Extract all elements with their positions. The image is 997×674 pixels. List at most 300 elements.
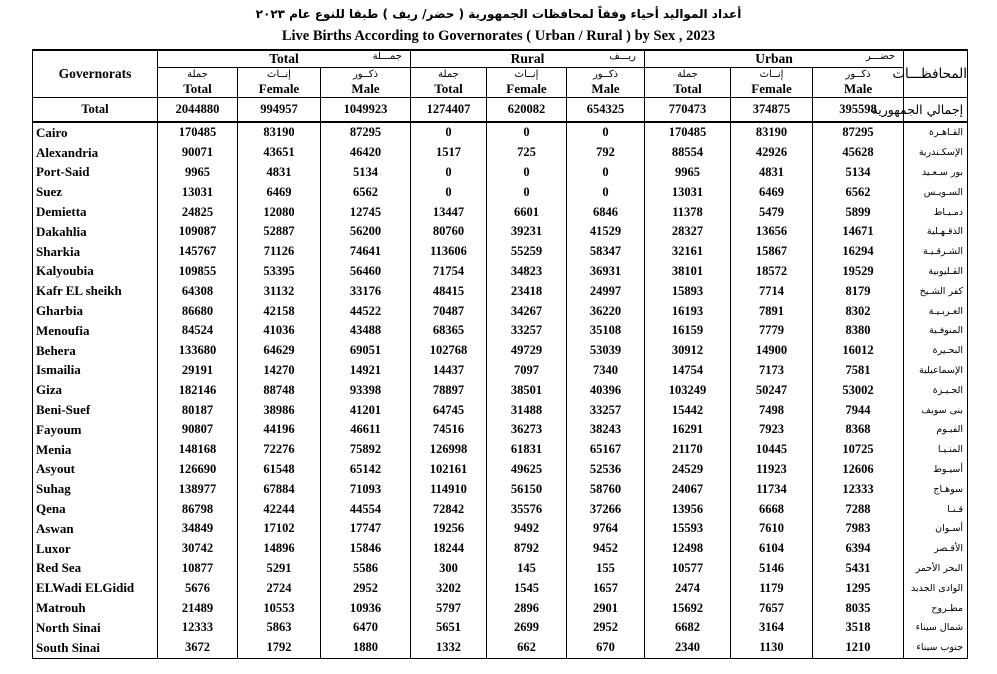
value-cell: 6470 <box>321 618 411 638</box>
governorate-name: Giza <box>33 380 158 400</box>
value-cell: 38101 <box>645 262 731 282</box>
value-cell: 17747 <box>321 519 411 539</box>
value-cell: 725 <box>487 143 567 163</box>
live-births-table <box>32 49 968 659</box>
table-row <box>33 321 968 341</box>
governorate-name-ar: بور سـعـيد <box>904 163 968 183</box>
value-cell: 9452 <box>567 539 645 559</box>
table-row <box>33 163 968 183</box>
value-cell: 15893 <box>645 281 731 301</box>
value-cell: 74641 <box>321 242 411 262</box>
value-cell: 2901 <box>567 598 645 618</box>
value-cell: 90071 <box>158 143 238 163</box>
value-cell: 6846 <box>567 202 645 222</box>
table-row <box>33 361 968 381</box>
value-cell: 7983 <box>813 519 904 539</box>
value-cell: 126690 <box>158 460 238 480</box>
value-cell: 16159 <box>645 321 731 341</box>
value-cell: 170485 <box>158 122 238 143</box>
value-cell: 16291 <box>645 420 731 440</box>
value-cell: 19256 <box>411 519 487 539</box>
value-cell: 1880 <box>321 638 411 658</box>
value-cell: 7173 <box>731 361 813 381</box>
value-cell: 0 <box>411 122 487 143</box>
value-cell: 83190 <box>731 122 813 143</box>
value-cell: 3518 <box>813 618 904 638</box>
value-cell: 87295 <box>813 122 904 143</box>
value-cell: 7340 <box>567 361 645 381</box>
value-cell: 8179 <box>813 281 904 301</box>
value-cell: 12606 <box>813 460 904 480</box>
table-row <box>33 301 968 321</box>
value-cell: 5651 <box>411 618 487 638</box>
value-cell: 13956 <box>645 499 731 519</box>
value-cell: 2896 <box>487 598 567 618</box>
table-row <box>33 519 968 539</box>
value-cell: 6562 <box>321 182 411 202</box>
sub-ar-female: إنــاث <box>487 68 567 82</box>
governorate-name: Ismailia <box>33 361 158 381</box>
value-cell: 102768 <box>411 341 487 361</box>
value-cell: 15867 <box>731 242 813 262</box>
value-cell: 0 <box>567 163 645 183</box>
total-cell: 395598 <box>813 98 904 123</box>
value-cell: 12080 <box>238 202 321 222</box>
value-cell: 102161 <box>411 460 487 480</box>
total-cell: 2044880 <box>158 98 238 123</box>
value-cell: 19529 <box>813 262 904 282</box>
value-cell: 1545 <box>487 578 567 598</box>
value-cell: 33257 <box>487 321 567 341</box>
value-cell: 36931 <box>567 262 645 282</box>
table-row <box>33 539 968 559</box>
value-cell: 36220 <box>567 301 645 321</box>
total-cell: 1274407 <box>411 98 487 123</box>
governorate-name-ar: الوادى الجديد <box>904 578 968 598</box>
value-cell: 5134 <box>813 163 904 183</box>
value-cell: 33176 <box>321 281 411 301</box>
value-cell: 48415 <box>411 281 487 301</box>
governorate-name-ar: سوهـاج <box>904 479 968 499</box>
sub-en-total: Total <box>158 81 238 98</box>
value-cell: 38986 <box>238 400 321 420</box>
value-cell: 70487 <box>411 301 487 321</box>
value-cell: 8368 <box>813 420 904 440</box>
value-cell: 2474 <box>645 578 731 598</box>
governorate-name: Menoufia <box>33 321 158 341</box>
value-cell: 10936 <box>321 598 411 618</box>
value-cell: 8035 <box>813 598 904 618</box>
governorate-name: Kafr EL sheikh <box>33 281 158 301</box>
value-cell: 145 <box>487 559 567 579</box>
value-cell: 9965 <box>645 163 731 183</box>
value-cell: 28327 <box>645 222 731 242</box>
value-cell: 2952 <box>321 578 411 598</box>
governorate-name: Matrouh <box>33 598 158 618</box>
governorate-name-ar: قـنـا <box>904 499 968 519</box>
value-cell: 38243 <box>567 420 645 440</box>
value-cell: 24067 <box>645 479 731 499</box>
value-cell: 0 <box>567 122 645 143</box>
value-cell: 10877 <box>158 559 238 579</box>
value-cell: 109855 <box>158 262 238 282</box>
value-cell: 69051 <box>321 341 411 361</box>
value-cell: 126998 <box>411 440 487 460</box>
governorate-name-ar: الدقـهـلية <box>904 222 968 242</box>
value-cell: 42926 <box>731 143 813 163</box>
value-cell: 16012 <box>813 341 904 361</box>
value-cell: 6394 <box>813 539 904 559</box>
table-row <box>33 618 968 638</box>
value-cell: 35108 <box>567 321 645 341</box>
sub-en-male: Male <box>813 81 904 98</box>
table-row <box>33 598 968 618</box>
governorate-name: Cairo <box>33 122 158 143</box>
total-cell: 620082 <box>487 98 567 123</box>
sub-en-female: Female <box>731 81 813 98</box>
value-cell: 15593 <box>645 519 731 539</box>
value-cell: 65142 <box>321 460 411 480</box>
value-cell: 145767 <box>158 242 238 262</box>
group-urban-header <box>645 50 904 68</box>
value-cell: 84524 <box>158 321 238 341</box>
sub-en-male: Male <box>321 81 411 98</box>
sub-ar-total: جملة <box>158 68 238 82</box>
governorate-name-ar: شمال سيناء <box>904 618 968 638</box>
governorate-name-ar: مطـروح <box>904 598 968 618</box>
value-cell: 138977 <box>158 479 238 499</box>
governorate-name-ar: الإسماعيلية <box>904 361 968 381</box>
governorate-name-ar: أسيـوط <box>904 460 968 480</box>
value-cell: 38501 <box>487 380 567 400</box>
value-cell: 86680 <box>158 301 238 321</box>
value-cell: 1179 <box>731 578 813 598</box>
value-cell: 64745 <box>411 400 487 420</box>
sub-en-male: Male <box>567 81 645 98</box>
value-cell: 18244 <box>411 539 487 559</box>
value-cell: 21170 <box>645 440 731 460</box>
value-cell: 16294 <box>813 242 904 262</box>
value-cell: 13031 <box>158 182 238 202</box>
value-cell: 6601 <box>487 202 567 222</box>
value-cell: 14671 <box>813 222 904 242</box>
value-cell: 37266 <box>567 499 645 519</box>
value-cell: 8792 <box>487 539 567 559</box>
value-cell: 64629 <box>238 341 321 361</box>
governorate-name-ar: البحر الأحمر <box>904 559 968 579</box>
governorate-name: ELWadi ELGidid <box>33 578 158 598</box>
value-cell: 43488 <box>321 321 411 341</box>
value-cell: 14754 <box>645 361 731 381</box>
value-cell: 7891 <box>731 301 813 321</box>
table-row <box>33 281 968 301</box>
value-cell: 662 <box>487 638 567 658</box>
value-cell: 7498 <box>731 400 813 420</box>
value-cell: 1210 <box>813 638 904 658</box>
value-cell: 11923 <box>731 460 813 480</box>
table-body <box>33 122 968 658</box>
total-cell: 374875 <box>731 98 813 123</box>
value-cell: 52536 <box>567 460 645 480</box>
governorate-name-ar: الغـربـيـة <box>904 301 968 321</box>
value-cell: 9965 <box>158 163 238 183</box>
value-cell: 14896 <box>238 539 321 559</box>
value-cell: 52887 <box>238 222 321 242</box>
header-row-sub-ar <box>33 68 968 82</box>
table-row <box>33 420 968 440</box>
value-cell: 72842 <box>411 499 487 519</box>
value-cell: 10553 <box>238 598 321 618</box>
value-cell: 44522 <box>321 301 411 321</box>
value-cell: 88554 <box>645 143 731 163</box>
value-cell: 14270 <box>238 361 321 381</box>
value-cell: 53395 <box>238 262 321 282</box>
table-row <box>33 202 968 222</box>
value-cell: 0 <box>487 163 567 183</box>
total-cell: 770473 <box>645 98 731 123</box>
table-row <box>33 479 968 499</box>
value-cell: 41036 <box>238 321 321 341</box>
header-row-sub-en <box>33 81 968 98</box>
value-cell: 14921 <box>321 361 411 381</box>
value-cell: 13447 <box>411 202 487 222</box>
sub-ar-male: ذكــور <box>567 68 645 82</box>
value-cell: 4831 <box>731 163 813 183</box>
value-cell: 12498 <box>645 539 731 559</box>
value-cell: 12745 <box>321 202 411 222</box>
governorate-name: South Sinai <box>33 638 158 658</box>
governorate-name: Red Sea <box>33 559 158 579</box>
value-cell: 133680 <box>158 341 238 361</box>
value-cell: 86798 <box>158 499 238 519</box>
value-cell: 6104 <box>731 539 813 559</box>
value-cell: 7779 <box>731 321 813 341</box>
value-cell: 170485 <box>645 122 731 143</box>
value-cell: 0 <box>487 122 567 143</box>
value-cell: 9764 <box>567 519 645 539</box>
group-total-ar: جمـــلة <box>372 51 402 62</box>
governorate-name-ar: المنوفـية <box>904 321 968 341</box>
title-arabic: أعداد المواليد أحياء وفقاً لمحافظات الجمهورية ( حضر/ ريف ) طبقا للنوع عام ٢٠٢٣ <box>255 7 742 21</box>
value-cell: 71754 <box>411 262 487 282</box>
value-cell: 40396 <box>567 380 645 400</box>
sub-ar-total: جملة <box>411 68 487 82</box>
governorate-name: Luxor <box>33 539 158 559</box>
value-cell: 21489 <box>158 598 238 618</box>
value-cell: 46611 <box>321 420 411 440</box>
governorate-name: Gharbia <box>33 301 158 321</box>
value-cell: 155 <box>567 559 645 579</box>
value-cell: 300 <box>411 559 487 579</box>
value-cell: 5431 <box>813 559 904 579</box>
sub-en-female: Female <box>487 81 567 98</box>
value-cell: 83190 <box>238 122 321 143</box>
value-cell: 6469 <box>731 182 813 202</box>
group-rural-en: Rural <box>510 51 545 66</box>
sub-ar-total: جملة <box>645 68 731 82</box>
group-rural-ar: ريـــف <box>609 51 637 62</box>
value-cell: 4831 <box>238 163 321 183</box>
governorate-name-ar: كفر الشـيخ <box>904 281 968 301</box>
value-cell: 13656 <box>731 222 813 242</box>
governorate-name: Demietta <box>33 202 158 222</box>
value-cell: 7610 <box>731 519 813 539</box>
value-cell: 0 <box>567 182 645 202</box>
table-row <box>33 578 968 598</box>
governorate-name: Menia <box>33 440 158 460</box>
value-cell: 68365 <box>411 321 487 341</box>
value-cell: 6682 <box>645 618 731 638</box>
value-cell: 2724 <box>238 578 321 598</box>
value-cell: 7097 <box>487 361 567 381</box>
total-row <box>33 98 968 123</box>
value-cell: 80187 <box>158 400 238 420</box>
group-urban-en: Urban <box>755 51 793 66</box>
group-rural-header <box>411 50 645 68</box>
group-urban-ar: حضـــر <box>865 51 896 62</box>
value-cell: 41529 <box>567 222 645 242</box>
governorate-name: Fayoum <box>33 420 158 440</box>
value-cell: 33257 <box>567 400 645 420</box>
value-cell: 5134 <box>321 163 411 183</box>
governorate-name-ar: الجـيـزة <box>904 380 968 400</box>
governorate-name-ar: المنـيـا <box>904 440 968 460</box>
governorate-name-ar: الإسكـندرية <box>904 143 968 163</box>
value-cell: 56200 <box>321 222 411 242</box>
value-cell: 74516 <box>411 420 487 440</box>
value-cell: 17102 <box>238 519 321 539</box>
total-row-label-ar: إجمالي الجمهورية <box>904 98 968 123</box>
value-cell: 43651 <box>238 143 321 163</box>
value-cell: 5586 <box>321 559 411 579</box>
value-cell: 182146 <box>158 380 238 400</box>
governorate-name: Sharkia <box>33 242 158 262</box>
value-cell: 90807 <box>158 420 238 440</box>
value-cell: 3202 <box>411 578 487 598</box>
value-cell: 55259 <box>487 242 567 262</box>
value-cell: 5146 <box>731 559 813 579</box>
group-total-en: Total <box>269 51 299 66</box>
table-row <box>33 182 968 202</box>
value-cell: 45628 <box>813 143 904 163</box>
table-row <box>33 222 968 242</box>
title-english: Live Births According to Governorates ( Urban / Rural ) by Sex , 2023 <box>281 28 716 44</box>
value-cell: 31132 <box>238 281 321 301</box>
value-cell: 56150 <box>487 479 567 499</box>
governorate-name-ar: دمـيـاط <box>904 202 968 222</box>
sub-ar-female: إنــاث <box>238 68 321 82</box>
value-cell: 7714 <box>731 281 813 301</box>
value-cell: 7923 <box>731 420 813 440</box>
value-cell: 78897 <box>411 380 487 400</box>
governorate-name: Asyout <box>33 460 158 480</box>
value-cell: 7288 <box>813 499 904 519</box>
value-cell: 5676 <box>158 578 238 598</box>
sub-en-total: Total <box>411 81 487 98</box>
value-cell: 56460 <box>321 262 411 282</box>
value-cell: 72276 <box>238 440 321 460</box>
value-cell: 1517 <box>411 143 487 163</box>
governorate-name-ar: القـاهـرة <box>904 122 968 143</box>
value-cell: 49729 <box>487 341 567 361</box>
table-row <box>33 242 968 262</box>
value-cell: 15846 <box>321 539 411 559</box>
sub-en-female: Female <box>238 81 321 98</box>
header-row-groups <box>33 50 968 68</box>
value-cell: 14900 <box>731 341 813 361</box>
value-cell: 1657 <box>567 578 645 598</box>
value-cell: 6562 <box>813 182 904 202</box>
governorate-name: Port-Said <box>33 163 158 183</box>
value-cell: 30742 <box>158 539 238 559</box>
value-cell: 75892 <box>321 440 411 460</box>
table-row <box>33 341 968 361</box>
table-row <box>33 380 968 400</box>
value-cell: 3672 <box>158 638 238 658</box>
sub-en-total: Total <box>645 81 731 98</box>
value-cell: 71126 <box>238 242 321 262</box>
governorate-name: Suhag <box>33 479 158 499</box>
value-cell: 1130 <box>731 638 813 658</box>
table-row <box>33 460 968 480</box>
governorate-name: Kalyoubia <box>33 262 158 282</box>
value-cell: 7657 <box>731 598 813 618</box>
value-cell: 0 <box>411 163 487 183</box>
value-cell: 18572 <box>731 262 813 282</box>
value-cell: 67884 <box>238 479 321 499</box>
value-cell: 44554 <box>321 499 411 519</box>
value-cell: 5863 <box>238 618 321 638</box>
value-cell: 0 <box>411 182 487 202</box>
value-cell: 31488 <box>487 400 567 420</box>
governorate-name-ar: السـويـس <box>904 182 968 202</box>
value-cell: 5899 <box>813 202 904 222</box>
table-row <box>33 262 968 282</box>
value-cell: 42244 <box>238 499 321 519</box>
value-cell: 670 <box>567 638 645 658</box>
governorates-header: Governorats <box>33 50 158 98</box>
value-cell: 1332 <box>411 638 487 658</box>
total-row-label: Total <box>33 98 158 123</box>
value-cell: 13031 <box>645 182 731 202</box>
value-cell: 148168 <box>158 440 238 460</box>
value-cell: 12333 <box>158 618 238 638</box>
governorate-name-ar: القـليوبية <box>904 262 968 282</box>
governorate-name-ar: الشـرقـيـة <box>904 242 968 262</box>
value-cell: 0 <box>487 182 567 202</box>
value-cell: 11378 <box>645 202 731 222</box>
governorate-name-ar: البحـيرة <box>904 341 968 361</box>
value-cell: 61831 <box>487 440 567 460</box>
value-cell: 14437 <box>411 361 487 381</box>
governorate-name: Suez <box>33 182 158 202</box>
value-cell: 80760 <box>411 222 487 242</box>
governorate-name: Dakahlia <box>33 222 158 242</box>
table-row <box>33 143 968 163</box>
value-cell: 65167 <box>567 440 645 460</box>
governorate-name: North Sinai <box>33 618 158 638</box>
governorate-name-ar: بنى سويف <box>904 400 968 420</box>
governorate-name-ar: جنوب سيناء <box>904 638 968 658</box>
value-cell: 42158 <box>238 301 321 321</box>
sub-ar-male: ذكــور <box>813 68 904 82</box>
governorates-header-ar: المحافظـــات <box>904 50 968 98</box>
value-cell: 5479 <box>731 202 813 222</box>
value-cell: 1792 <box>238 638 321 658</box>
value-cell: 34823 <box>487 262 567 282</box>
value-cell: 41201 <box>321 400 411 420</box>
value-cell: 6668 <box>731 499 813 519</box>
